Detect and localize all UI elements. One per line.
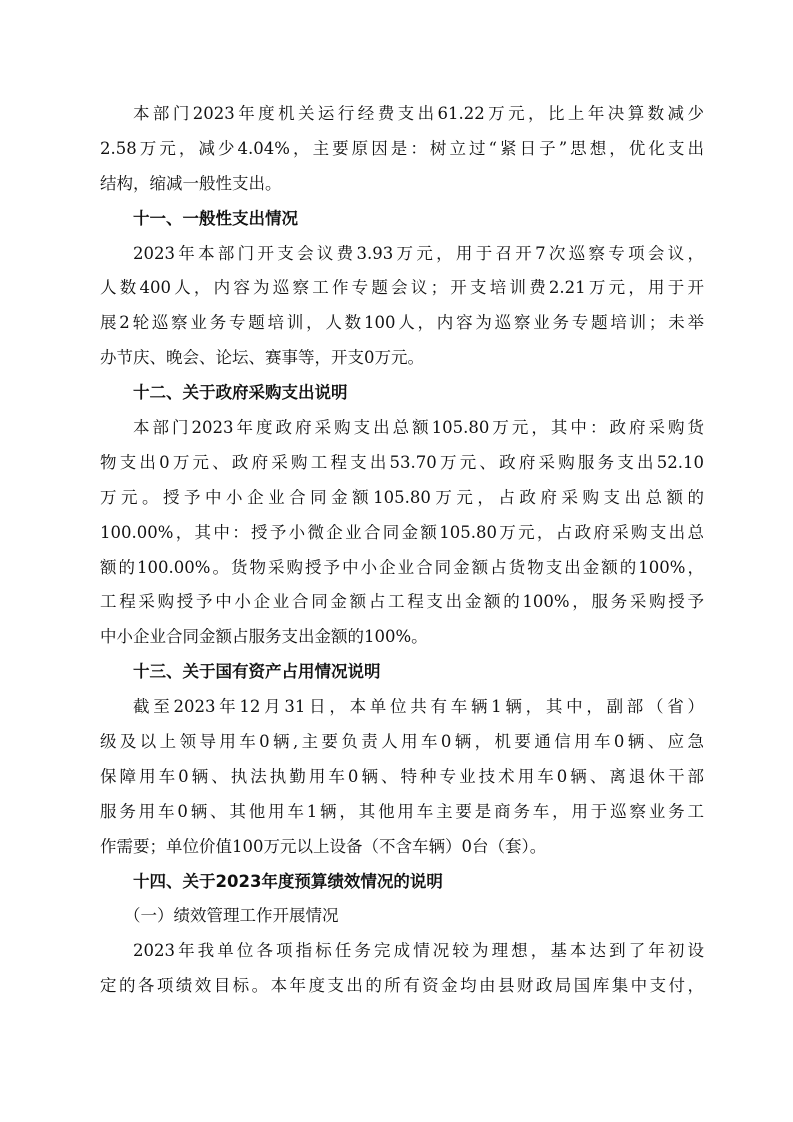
section-heading: 十三、关于国有资产占用情况说明 bbox=[133, 662, 381, 682]
paragraph-line: 本部门2023年度机关运行经费支出61.22万元，比上年决算数减少 bbox=[133, 104, 704, 123]
paragraph-line: 定的各项绩效目标。本年度支出的所有资金均由县财政局国库集中支付， bbox=[100, 976, 704, 996]
paragraph-line: 本部门2023年度政府采购支出总额105.80万元，其中：政府采购货 bbox=[133, 418, 704, 438]
paragraph-line: 作需要；单位价值100万元以上设备（不含车辆）0台（套）。 bbox=[100, 836, 547, 856]
paragraph-line: 额的100.00%。货物采购授予中小企业合同金额占货物支出金额的100%， bbox=[100, 557, 704, 577]
section-heading: 十四、关于2023年度预算绩效情况的说明 bbox=[133, 871, 443, 891]
paragraph-line: 100.00%，其中：授予小微企业合同金额105.80万元，占政府采购支出总 bbox=[100, 522, 704, 542]
section-heading: 十一、一般性支出情况 bbox=[133, 208, 298, 228]
paragraph-line: 2.58万元，减少4.04%，主要原因是：树立过“紧日子”思想，优化支出 bbox=[100, 138, 704, 158]
paragraph-line: 级及以上领导用车0辆,主要负责人用车0辆，机要通信用车0辆、应急 bbox=[100, 732, 704, 752]
paragraph-line: 中小企业合同金额占服务支出金额的100%。 bbox=[100, 627, 428, 647]
paragraph-line: 展2轮巡察业务专题培训，人数100人，内容为巡察业务专题培训；未举 bbox=[100, 313, 704, 333]
subsection-heading: （一）绩效管理工作开展情况 bbox=[124, 906, 339, 926]
paragraph-line: 截至2023年12月31日，本单位共有车辆1辆，其中，副部（省） bbox=[133, 697, 704, 717]
paragraph-line: 物支出0万元、政府采购工程支出53.70万元、政府采购服务支出52.10 bbox=[100, 452, 704, 472]
paragraph-line: 办节庆、晚会、论坛、赛事等，开支0万元。 bbox=[100, 348, 424, 368]
document-page bbox=[100, 97, 704, 1004]
paragraph-line: 2023年我单位各项指标任务完成情况较为理想，基本达到了年初设 bbox=[133, 941, 704, 961]
paragraph-line: 万元。授予中小企业合同金额105.80万元，占政府采购支出总额的 bbox=[100, 487, 704, 507]
paragraph-line: 结构，缩减一般性支出。 bbox=[100, 173, 282, 193]
paragraph-line: 人数400人，内容为巡察工作专题会议；开支培训费2.21万元，用于开 bbox=[100, 278, 704, 298]
paragraph-line: 工程采购授予中小企业合同金额占工程支出金额的100%，服务采购授予 bbox=[100, 592, 704, 612]
paragraph-line: 保障用车0辆、执法执勤用车0辆、特种专业技术用车0辆、离退休干部 bbox=[100, 766, 704, 786]
section-heading: 十二、关于政府采购支出说明 bbox=[133, 383, 348, 403]
paragraph-line: 服务用车0辆、其他用车1辆，其他用车主要是商务车，用于巡察业务工 bbox=[100, 801, 704, 821]
paragraph-line: 2023年本部门开支会议费3.93万元，用于召开7次巡察专项会议， bbox=[133, 243, 704, 263]
